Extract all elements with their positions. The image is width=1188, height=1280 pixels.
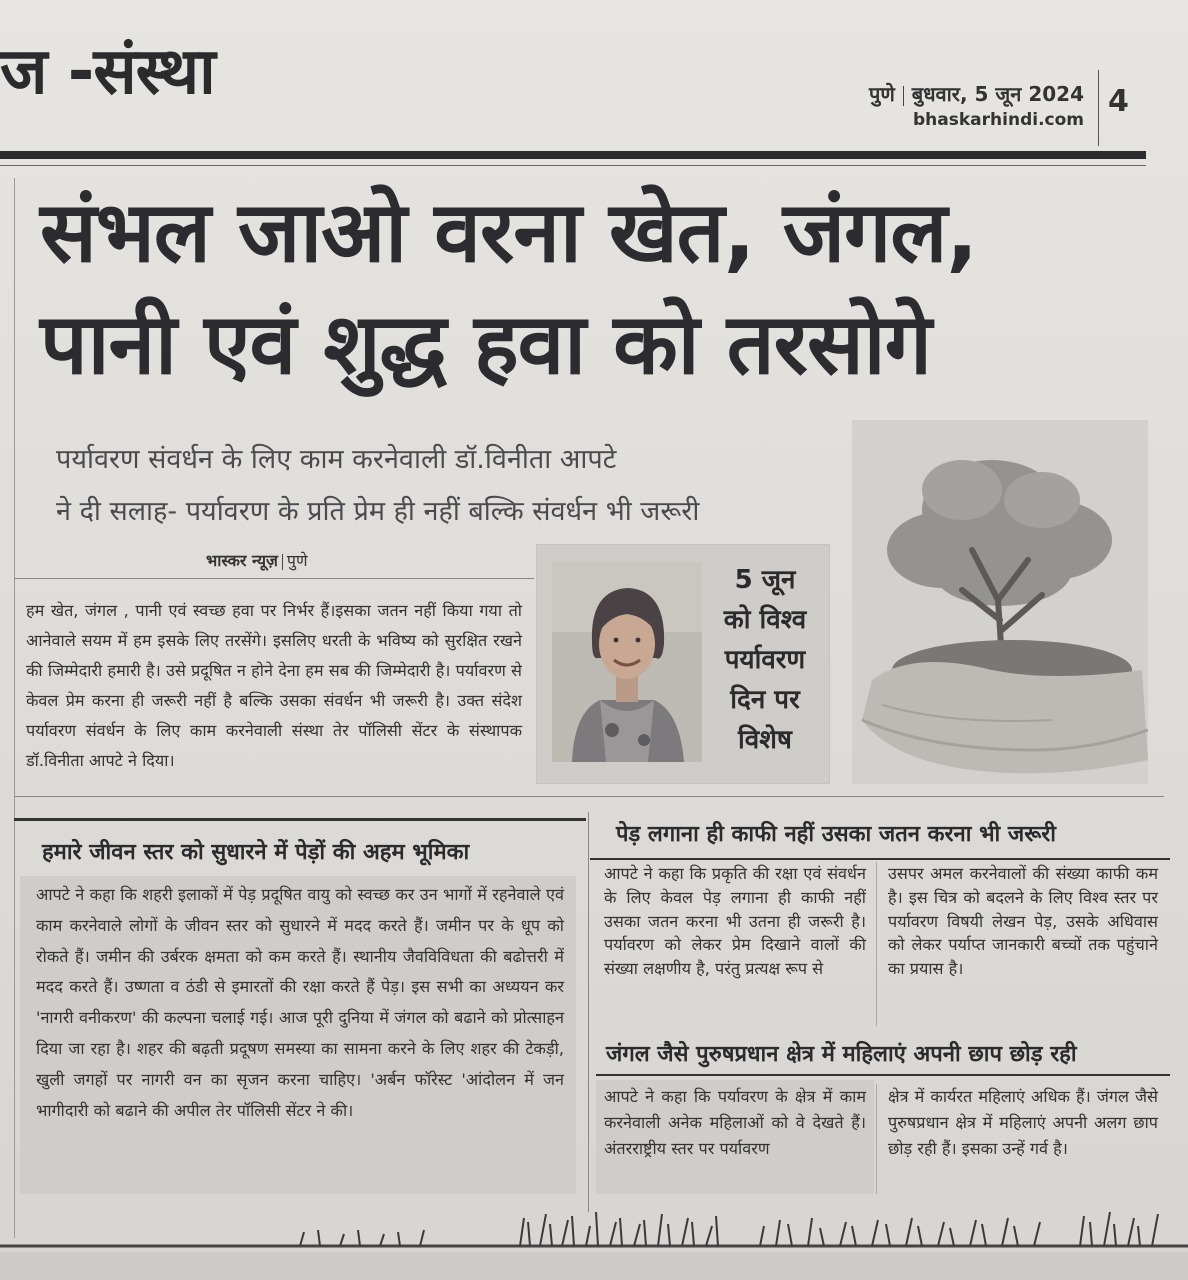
section3-column-rule — [876, 1084, 877, 1194]
website: bhaskarhindi.com — [913, 110, 1084, 130]
headline-line-1: संभल जाओ वरना खेत, जंगल, — [40, 183, 978, 281]
byline — [206, 549, 308, 571]
masthead-thin-rule — [0, 165, 1146, 166]
deck-line-1: पर्यावरण संवर्धन के लिए काम करनेवाली डॉ.विनीता आपटे — [56, 444, 617, 475]
headline-line-2: पानी एवं शुद्ध हवा को तरसोगे — [40, 295, 931, 393]
section3-heading: जंगल जैसे पुरुषप्रधान क्षेत्र में महिलाएं अपनी छाप छोड़ रही — [606, 1042, 1077, 1067]
headline — [40, 176, 1150, 400]
page-number-divider — [1098, 70, 1099, 146]
section2-column-rule — [876, 862, 877, 1026]
caption-line: को विश्व — [723, 605, 807, 635]
deck — [56, 434, 856, 538]
date: बुधवार, 5 जून 2024 — [911, 82, 1084, 106]
intro-paragraph: हम खेत, जंगल , पानी एवं स्वच्छ हवा पर निर्भर हैं।इसका जतन नहीं किया गया तो आनेवाले सयम में हम इसके लिए तरसेंगे। इसलिए धरती के भविष्य को सुरक्षित रखने की जिम्मेदारी हमारी है। उसे प्रदूषित न होने देना हम सब की जिम्मेदारी है। पर्यावरण से केवल प्रेम करना ही जरूरी नहीं है बल्कि उसका संवर्धन भी जरूरी है। उक्त संदेश पर्यावरण संवर्धन के लिए काम करनेवाली संस्था तेर पॉलिसी सेंटर के संस्थापक डॉ.विनीता आपटे ने दिया। — [26, 601, 522, 770]
dateline — [869, 80, 1084, 107]
byline-city: पुणे — [286, 551, 308, 570]
section3-header — [596, 1034, 1170, 1076]
separator — [903, 86, 904, 106]
tree-illustration — [852, 420, 1148, 784]
tree-in-hands-photo — [852, 420, 1148, 784]
byline-separator — [282, 554, 283, 570]
caption-line: पर्यावरण — [724, 645, 806, 675]
caption-line: विशेष — [738, 725, 792, 755]
grass-border — [0, 1200, 1188, 1260]
section3-column-1: आपटे ने कहा कि पर्यावरण के क्षेत्र में काम करनेवाली अनेक महिलाओं को वे देखते हैं। अंतरराष्ट्रीय स्तर पर पर्यावरण — [604, 1087, 866, 1159]
section2-heading: पेड़ लगाना ही काफी नहीं उसका जतन करना भी जरूरी — [616, 822, 1057, 847]
section1-body: आपटे ने कहा कि शहरी इलाकों में पेड़ प्रदूषित वायु को स्वच्छ कर उन भागों में रहनेवाले एवं काम करनेवाले लोगों के जीवन स्तर को सुधारने में मदद करते हैं। जमीन पर के धूप को रोकते हैं। जमीन की उर्बरक क्षमता को कम करते हैं। स्थानीय जैवविविधता की बढोत्तरी में मदद करते हैं। उष्णता व ठंडी से इमारतों की रक्षा करते हैं पेड़। इस सभी का अध्ययन कर 'नागरी वनीकरण' की कल्पना चलाई गई। आज पूरी दुनिया में जंगल को बढाने को प्रोत्साहन दिया जा रहा है। शहर की बढ़ती प्रदूषण समस्या का सामना करने के लिए शहर की टेकड़ी, खुली जगहों पर नागरी वन का सृजन करना चाहिए। 'अर्बन फॉरेस्ट 'आंदोलन में जन भागीदारी को बढाने की अपील तेर पॉलिसी सेंटर ने की। — [36, 885, 564, 1120]
caption-line: दिन पर — [730, 685, 800, 715]
section-rule — [14, 796, 1164, 797]
page-bottom-band — [0, 1252, 1188, 1280]
section2-column-1: आपटे ने कहा कि प्रकृति की रक्षा एवं संवर्धन के लिए केवल पेड़ लगाना ही काफी नहीं उसका जतन करना भी उतना ही जरूरी है। पर्यावरण को लेकर प्रेम दिखाने वालों की संख्या लक्षणीय है, परंतु प्रत्यक्ष रूप से — [604, 864, 866, 979]
page-number: 4 — [1108, 84, 1129, 119]
portrait-illustration — [552, 562, 702, 762]
photo-caption — [706, 560, 824, 760]
column-divider — [588, 812, 589, 1212]
caption-line: 5 जून — [734, 565, 796, 595]
deck-line-2: ने दी सलाह- पर्यावरण के प्रति प्रेम ही नहीं बल्कि संवर्धन भी जरूरी — [56, 496, 700, 527]
masthead-rule — [0, 151, 1146, 159]
portrait-photo — [552, 562, 702, 762]
section3-column-2: क्षेत्र में कार्यरत महिलाएं अधिक हैं। जंगल जैसे पुरुषप्रधान क्षेत्र में महिलाएं अपनी अलग छाप छोड़ रही हैं। इसका उन्हें गर्व है। — [888, 1087, 1158, 1159]
section1-header — [14, 818, 586, 877]
section2-header — [590, 812, 1170, 860]
city: पुणे — [868, 82, 895, 106]
section1-heading: हमारे जीवन स्तर को सुधारने में पेड़ों की अहम भूमिका — [42, 840, 470, 865]
byline-source: भास्कर न्यूज़ — [206, 551, 278, 570]
grass-illustration — [0, 1200, 1188, 1260]
left-column-rule — [14, 178, 15, 1238]
section2-column-2: उसपर अमल करनेवालों की संख्या काफी कम है। इस चित्र को बदलने के लिए विश्व स्तर पर पर्यावरण विषयी लेखन पेड़, उसके अधिवास को लेकर पर्याप्त जानकारी बच्चों तक पहुंचाने का प्रयास है। — [888, 864, 1158, 979]
section-title: ज -संस्था — [0, 35, 215, 109]
byline-rule — [14, 578, 534, 579]
